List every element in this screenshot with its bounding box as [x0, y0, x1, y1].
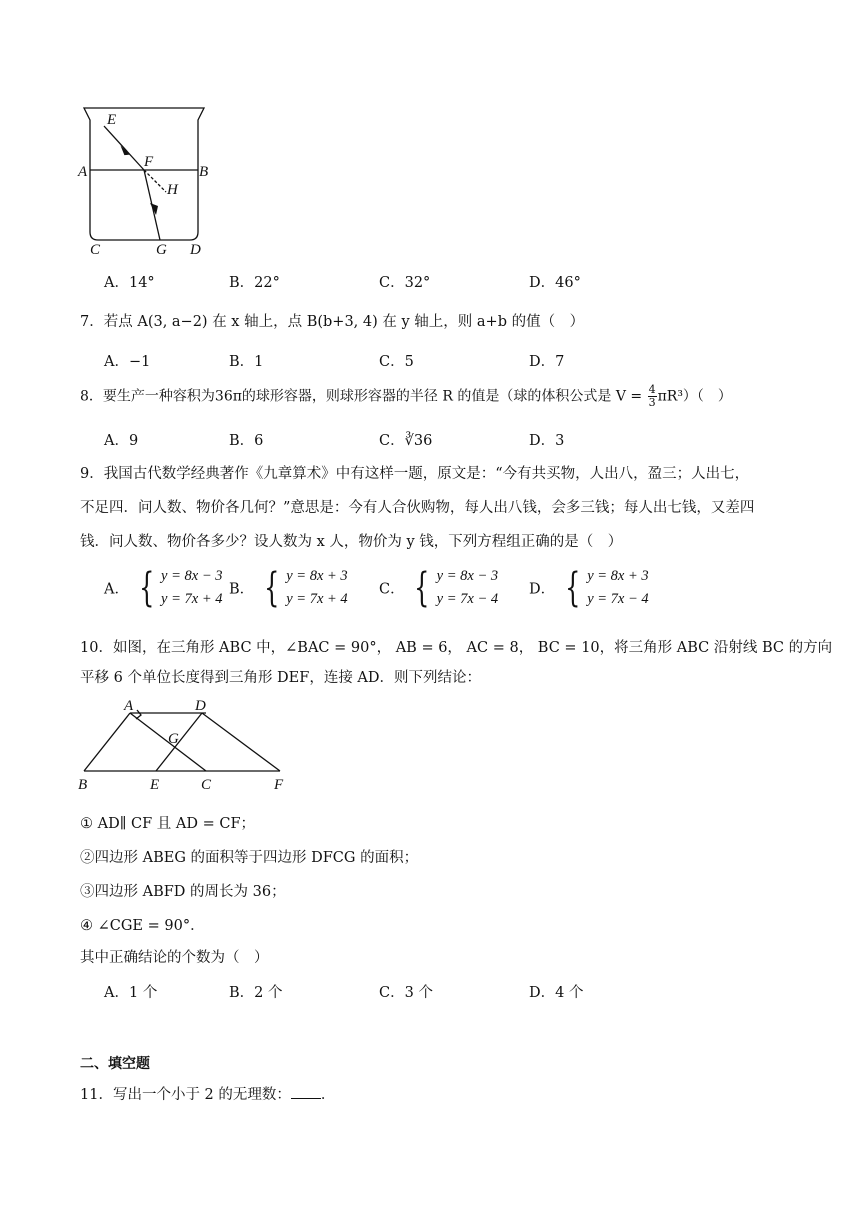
- q7-option-a: A．−1: [104, 354, 151, 370]
- q8-option-b: B．6: [229, 433, 264, 449]
- label-D: D: [195, 698, 206, 714]
- q8-question: 8．要生产一种容积为36π的球形容器，则球形容器的半径 R 的值是（球的体积公式是 V = $\frac{4}{3}$ πR³）（ ）: [80, 383, 732, 409]
- q8-option-a: A．9: [104, 433, 139, 449]
- beaker-refraction-figure: [74, 104, 220, 258]
- q8-option-c: C．∛36: [379, 433, 433, 449]
- q10-statement-4: ④ ∠CGE = 90°．: [80, 918, 205, 934]
- label-G: G: [156, 242, 167, 258]
- fraction-four-thirds: $\frac{4}{3}$: [648, 383, 656, 409]
- q10-option-c: C．3 个: [379, 985, 433, 1001]
- label-A: A: [78, 164, 88, 180]
- q9-option-c: C． { y = 8x − 3 y = 7x − 4: [379, 565, 499, 611]
- q6-option-c: C．32°: [379, 275, 431, 291]
- label-E: E: [107, 112, 117, 128]
- q7-option-c: C．5: [379, 354, 414, 370]
- q7-question: 7．若点 A(3, a−2) 在 x 轴上，点 B(b+3, 4) 在 y 轴上，则 a+b 的值（ ）: [80, 314, 585, 330]
- q10-option-b: B．2 个: [229, 985, 283, 1001]
- q9-line-2: 不足四．问人数、物价各几何？”意思是：今有人合伙购物，每人出八钱，会多三钱；每人出七钱，又差四: [80, 500, 755, 516]
- label-F: F: [144, 154, 154, 170]
- translation-figure: [74, 697, 294, 793]
- q6-option-a: A．14°: [104, 275, 155, 291]
- q11-question: 11．写出一个小于 2 的无理数： ．: [80, 1087, 336, 1103]
- q10-prompt: 其中正确结论的个数为（ ）: [80, 950, 269, 966]
- q6-option-b: B．22°: [229, 275, 280, 291]
- q10-statement-1: ① AD∥ CF 且 AD = CF；: [80, 816, 256, 832]
- label-F: F: [274, 777, 284, 793]
- q10-line-1: 10．如图，在三角形 ABC 中，∠BAC = 90°， AB = 6， AC = 8， BC = 10，将三角形 ABC 沿射线 BC 的方向: [80, 640, 833, 656]
- label-B: B: [78, 777, 88, 793]
- answer-blank[interactable]: [291, 1086, 321, 1099]
- label-G: G: [168, 731, 179, 747]
- q6-option-d: D．46°: [529, 275, 581, 291]
- q10-statement-3: ③四边形 ABFD 的周长为 36；: [80, 884, 286, 900]
- q9-option-d: D． { y = 8x + 3 y = 7x − 4: [529, 565, 649, 611]
- q9-option-b: B． { y = 8x + 3 y = 7x + 4: [229, 565, 348, 611]
- label-B: B: [199, 164, 209, 180]
- q10-line-2: 平移 6 个单位长度得到三角形 DEF，连接 AD．则下列结论：: [80, 670, 482, 686]
- q10-option-a: A．1 个: [104, 985, 158, 1001]
- label-C: C: [201, 777, 212, 793]
- label-A: A: [124, 698, 134, 714]
- section-title: 二、填空题: [80, 1056, 150, 1072]
- q9-line-1: 9．我国古代数学经典著作《九章算术》中有这样一题，原文是：“今有共买物，人出八，盈三；人出七，: [80, 466, 750, 482]
- label-D: D: [190, 242, 201, 258]
- q7-option-d: D．7: [529, 354, 565, 370]
- label-H: H: [167, 182, 178, 198]
- label-C: C: [90, 242, 101, 258]
- q9-option-a: A． { y = 8x − 3 y = 7x + 4: [104, 565, 223, 611]
- q7-option-b: B．1: [229, 354, 264, 370]
- q8-option-d: D．3: [529, 433, 565, 449]
- label-E: E: [150, 777, 160, 793]
- q9-line-3: 钱．问人数、物价各多少？设人数为 x 人，物价为 y 钱，下列方程组正确的是（ ）: [80, 534, 623, 550]
- q10-statement-2: ②四边形 ABEG 的面积等于四边形 DFCG 的面积；: [80, 850, 419, 866]
- q10-option-d: D．4 个: [529, 985, 584, 1001]
